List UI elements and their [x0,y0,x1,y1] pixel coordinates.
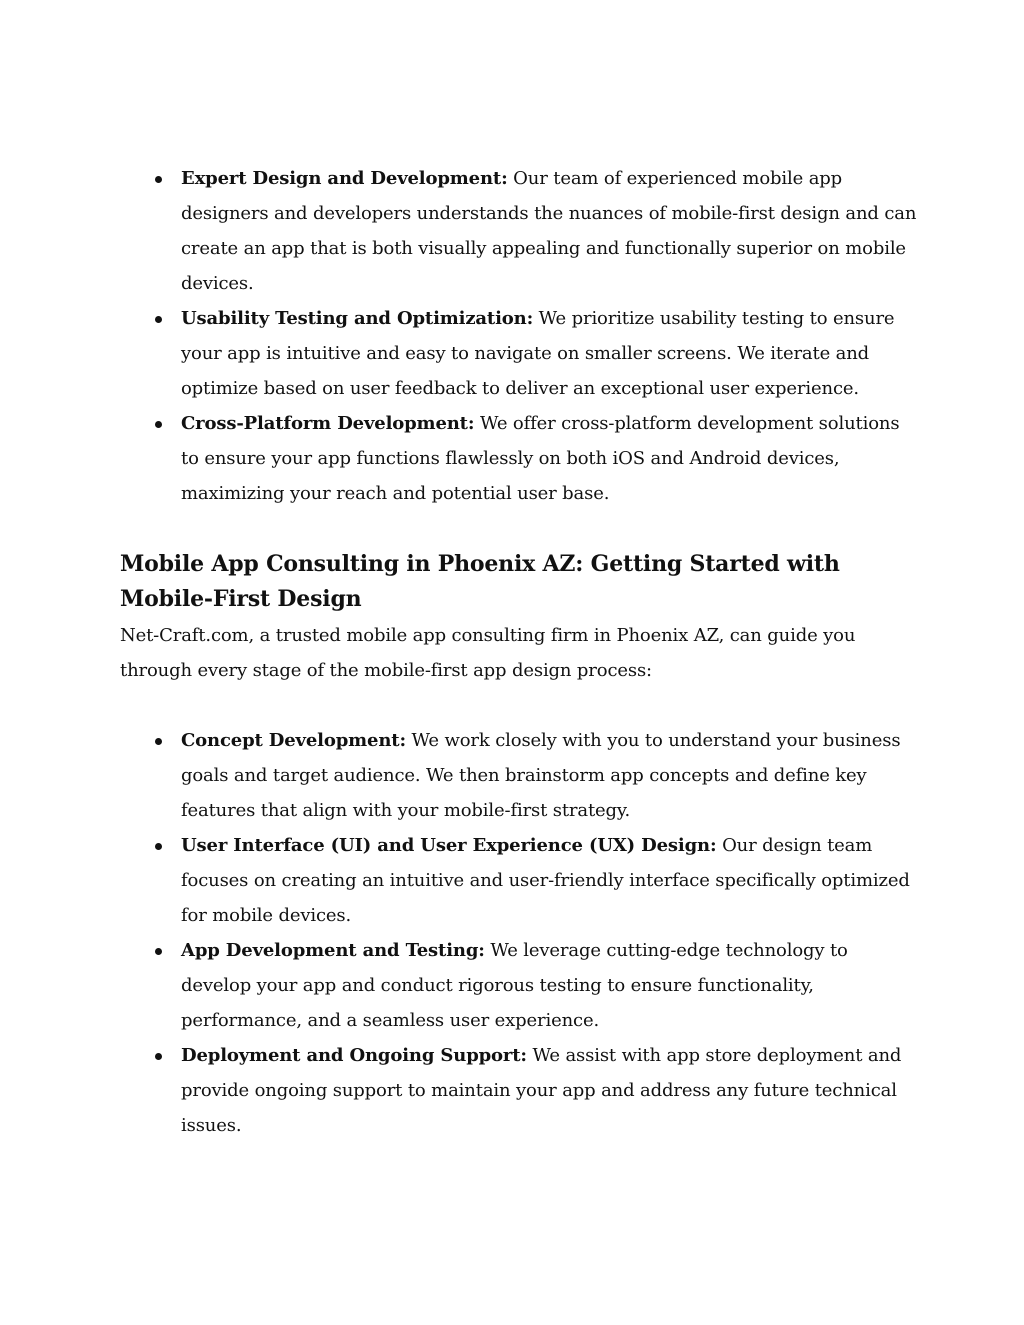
section-intro: Net-Craft.com, a trusted mobile app consulting firm in Phoenix AZ, can guide you through every stage of the mobile-first app design process: [120,625,856,681]
list-item [120,933,920,1038]
bullet-icon [155,843,162,850]
bullet-icon [155,1053,162,1060]
item-lead: Deployment and Ongoing Support: [181,1045,527,1066]
section-heading: Mobile App Consulting in Phoenix AZ: Getting Started with Mobile-First Design [120,551,840,612]
list-item [120,406,920,511]
item-lead: Concept Development: [181,730,406,751]
item-lead: Expert Design and Development: [181,168,508,189]
item-body: Our design team focuses on creating an intuitive and user-friendly interface specifically optimized for mobile devices. [181,835,910,926]
list-item [120,161,920,301]
item-lead: Cross-Platform Development: [181,413,475,434]
item-lead: Usability Testing and Optimization: [181,308,534,329]
item-body: We prioritize usability testing to ensure your app is intuitive and easy to navigate on smaller screens. We iterate and optimize based on user feedback to deliver an exceptional user experience. [181,308,895,399]
item-body: We leverage cutting-edge technology to develop your app and conduct rigorous testing to ensure functionality, performance, and a seamless user experience. [181,940,848,1031]
bullet-icon [155,421,162,428]
item-body: We assist with app store deployment and provide ongoing support to maintain your app and address any future technical issues. [181,1045,902,1136]
bullet-icon [155,316,162,323]
services-list [120,161,920,511]
list-item [120,828,920,933]
list-item [120,301,920,406]
list-item [120,1038,920,1143]
item-body: We offer cross-platform development solutions to ensure your app functions flawlessly on both iOS and Android devices, maximizing your reach and potential user base. [181,413,900,504]
item-body: Our team of experienced mobile app designers and developers understands the nuances of mobile-first design and can create an app that is both visually appealing and functionally superior on mobile devices. [181,168,917,294]
item-lead: App Development and Testing: [181,940,485,961]
bullet-icon [155,738,162,745]
bullet-icon [155,176,162,183]
list-item [120,723,920,828]
item-body: We work closely with you to understand your business goals and target audience. We then brainstorm app concepts and define key features that align with your mobile-first strategy. [181,730,901,821]
bullet-icon [155,948,162,955]
process-list [120,723,920,1143]
item-lead: User Interface (UI) and User Experience (UX) Design: [181,835,717,856]
